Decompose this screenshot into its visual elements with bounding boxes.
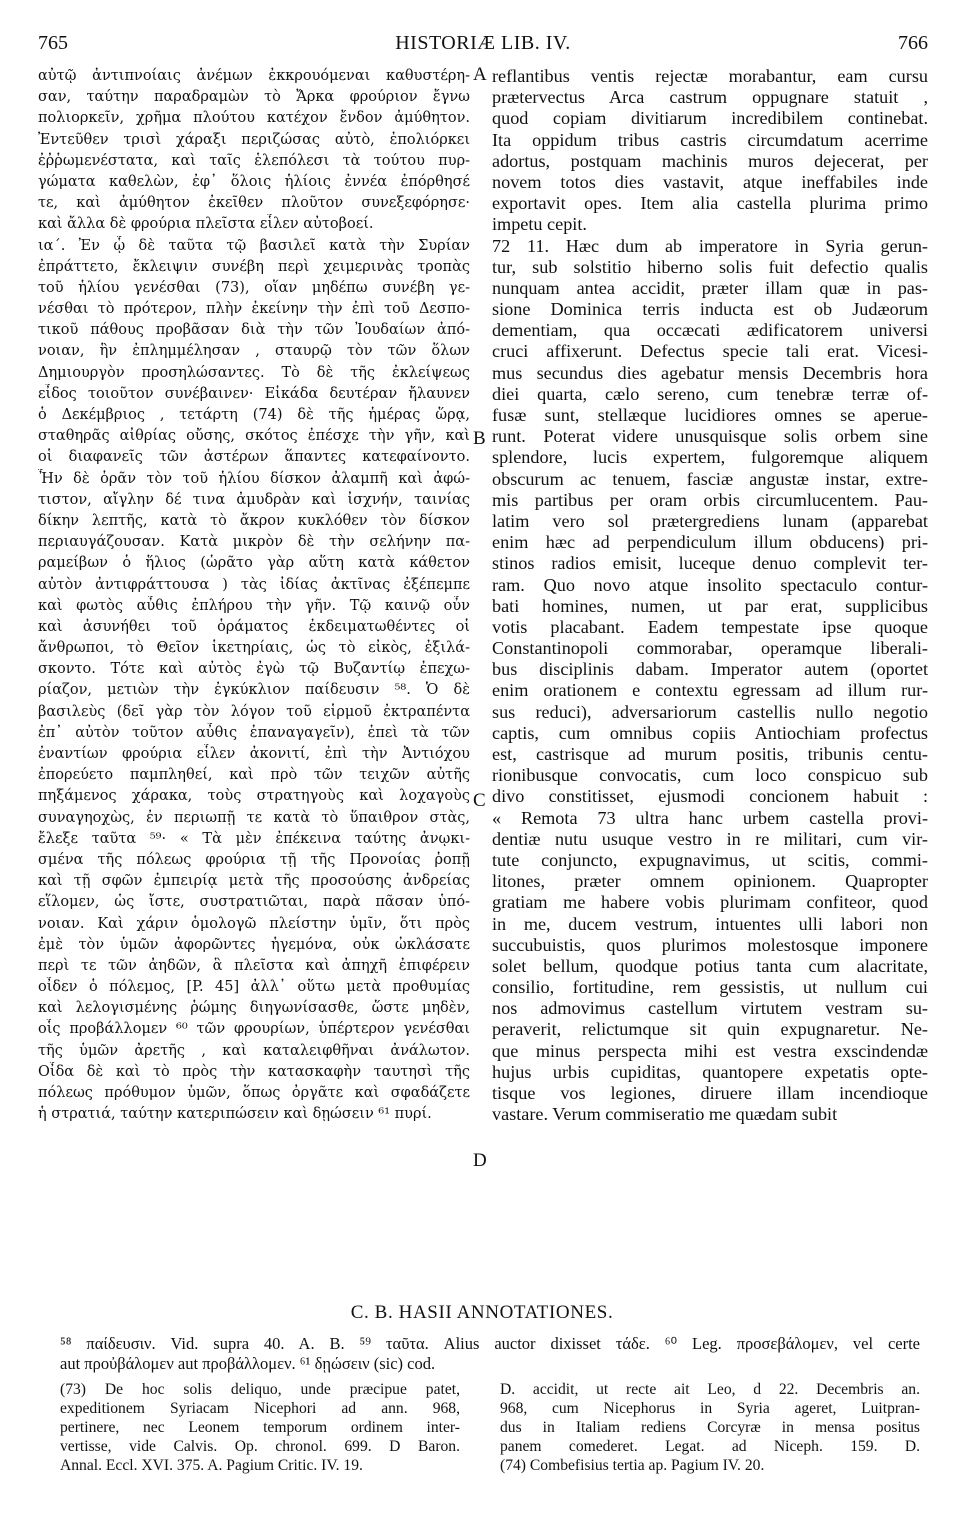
footnote-line: aut προὐβάλομεν aut προβάλλομεν. ⁶¹ δῃώσειν (sic) cod.: [60, 1354, 436, 1373]
greek-text-line: νοιαν, ἣν ἐπλημμέλησαν , σταυρῷ τὸν τῶν ὅλων: [38, 343, 470, 360]
latin-text-line: litones, præter omnem opinionem. Quapropter: [492, 871, 928, 892]
greek-text-line: ραμείβων ὁ ἥλιος (ὡρᾶτο γὰρ αὕτη κατὰ κάθετον: [38, 555, 470, 572]
page-number-right: 766: [898, 32, 928, 54]
note-line: pertinere, nec Leonem temporum ordinem inter-: [60, 1419, 460, 1436]
greek-text-line: ἐπορεύετο παμπληθεί, καὶ πρὸ τῶν τειχῶν αὐτῆς: [38, 767, 470, 784]
margin-marker-a: A: [473, 64, 487, 85]
latin-text-line: Ita oppidum tribus castris circumdatum acerrime: [492, 129, 928, 150]
greek-text-line: σαν, ταύτην παραδραμὼν τὸ Ἄρκα φρούριον ἔγνω: [38, 89, 470, 106]
greek-text-line: ἄνθρωποι, τὸ Θεῖον ἱκετηρίαις, ὡς τὸ εἰκὸς, ἐξιλά-: [38, 640, 470, 657]
latin-text-line: diei quarta, cælo sereno, cum tenebræ terræ of-: [492, 383, 928, 404]
greek-text-line: ἐπράττετο, ἔκλειψιν συνέβη περὶ χειμερινὰς τροπὰς: [38, 258, 470, 275]
greek-text-line: ἐμὲ τὸν ὑμῶν ἀφορῶντες ἡγεμόνα, οὐκ ὠκλάσατε: [38, 936, 470, 953]
latin-text-line: impetu cepit.: [492, 214, 587, 235]
greek-text-line: καὶ ἀσυνήθει τοῦ ὁράματος ἐκδειματωθέντες οἱ: [38, 618, 470, 635]
greek-text-line: ὁ Δεκέμβριος , τετάρτη (74) δὲ τῆς ἡμέρας ὥρᾳ,: [38, 407, 470, 423]
greek-text-line: αὐτὸν ἀντιφράττουσα ) τὰς ἰδίας ἀκτῖνας ἐξέπεμπε: [38, 576, 470, 593]
greek-text-line: τικοῦ πάθους προβᾶσαν διὰ τὴν τῶν Ἰουδαίων ἀπό-: [38, 322, 470, 339]
latin-text-line: tute conjuncto, expugnavimus, ut scitis, commi-: [492, 849, 928, 870]
latin-text-line: cruci affixerunt. Defectus specie tali erat. Vicesi-: [492, 341, 928, 362]
greek-text-line: τιστον, αἴγλην δέ τινα ἀμυδρὰν καὶ ἰσχνήν, ταινίας: [38, 491, 470, 508]
latin-text-line: votis placabant. Eadem tempestate ipse quoque: [492, 616, 928, 637]
latin-text-line: in me, ducem vestrum, intuentes ulli labori non: [492, 913, 928, 934]
greek-text-line: σμένα τῆς πόλεως φρούρια τῇ τῆς Προνοίας ῥοπῇ: [38, 851, 470, 868]
latin-text-line: que minus perspecta mihi est vestra exscindendæ: [492, 1040, 928, 1061]
greek-text-line: περὶ τε τῶν ἀηδῶν, ἃ πλεῖστα καὶ ἀπηχῆ ἐπιφέρειν: [38, 957, 470, 974]
latin-text-line: nos admovimus castellum virtutem vestram su-: [492, 998, 928, 1019]
latin-text-line: hujus urbis cupiditas, quantopere expetatis opte-: [492, 1061, 928, 1082]
greek-text-line: εἶδος τοιοῦτον συνέβαινεν· Εἰκάδα δευτέραν ἤλαυνεν: [38, 385, 470, 402]
greek-text-line: πολιορκεῖν, χρῆμα πλούτου κατέχον ἔνδον ἀμύθητον.: [38, 110, 470, 127]
latin-text-line: sione Dominica terris inducta est ob Judæorum: [492, 299, 928, 320]
latin-text-line: mus secundus dies agebatur mensis Decembris hora: [492, 362, 928, 383]
greek-text-line: καὶ φωτὸς αὖθις ἐπλήρου τὴν γῆν. Τῷ καινῷ οὖν: [38, 597, 470, 614]
latin-text-line: enim orationem e contextu egressam ad illum rur-: [492, 680, 928, 701]
running-title: HISTORIÆ LIB. IV.: [395, 32, 571, 54]
greek-text-line: οἶδεν ὁ πόλεμος, [P. 45] ἀλλ᾽ οὕτω μετὰ προθυμίας: [38, 979, 470, 996]
greek-text-line: πηξάμενος χάρακα, τοὺς στρατηγοὺς καὶ λοχαγοὺς: [38, 788, 470, 805]
margin-marker-c: C: [473, 790, 486, 811]
greek-text-line: σκοντο. Τότε καὶ αὐτὸς ἐγὼ τῷ Βυζαντίῳ ἐπεχω-: [38, 661, 470, 678]
page-header: [38, 32, 928, 58]
greek-text-line: ἐναντίων φρούρια εἷλεν ἀκονιτί, ἐπὶ τὴν Ἀντιόχου: [38, 746, 470, 762]
footnote-line: ⁵⁸ παίδευσιν. Vid. supra 40. A. B. ⁵⁹ ταῦτα. Alius auctor dixisset τάδε. ⁶⁰ Leg. προσεβάλομεν, vel certe: [60, 1334, 920, 1353]
greek-text-line: γώματα καθελὼν, ἐφ᾽ ὅλοις ἡλίοις ἐννέα ἐπόρθησέ: [38, 173, 470, 190]
greek-text-line: νοιαν. Καὶ χάριν ὁμολογῶ πλείστην ὑμῖν, ὅτι πρὸς: [38, 915, 470, 932]
greek-text-line: πόλεως πρόθυμον ὑμῶν, ὅπως ὀργᾶτε καὶ σφαδάζετε: [38, 1085, 470, 1101]
latin-text-line: bus disciplinis dabam. Imperator autem (oportet: [492, 659, 928, 680]
margin-marker-d: D: [473, 1150, 487, 1171]
latin-text-line: nunquam antea accidit, præter illam quæ in pas-: [492, 277, 928, 298]
note-line: (73) De hoc solis deliquo, unde præcipue patet,: [60, 1381, 460, 1398]
latin-text-line: mis partibus per oram orbis circumlucentem. Pau-: [492, 489, 928, 510]
latin-text-line: peraverit, relictumque sit quin expugnaretur. Ne-: [492, 1019, 928, 1040]
greek-text-line: ἔλεξε ταῦτα ⁵⁹· « Τὰ μὲν ἐπέκεινα ταύτης ἀνῳκι-: [38, 830, 470, 847]
greek-text-line: Ἦν δὲ ὁρᾶν τὸν τοῦ ἡλίου δίσκον ἀλαμπῆ καὶ ἀφώ-: [38, 470, 470, 487]
latin-text-line: runt. Poterat videre unusquisque solis orbem sine: [492, 426, 928, 447]
greek-text-column: [38, 66, 470, 1125]
latin-text-line: obscurum ac tenuem, fasciæ angustæ instar, extre-: [492, 468, 928, 489]
greek-text-line: Δημιουργὸν προσηλώσαντες. Τὸ δὲ τῆς ἐκλείψεως: [38, 364, 470, 381]
latin-text-line: « Remota 73 ultra hanc urbem castella provi-: [492, 807, 928, 828]
greek-text-line: περιαυγάζουσαν. Κατὰ μικρὸν δὲ τὴν σελήνην πα-: [38, 534, 470, 551]
greek-text-line: αὐτῷ ἀντιπνοίαις ἀνέμων ἐκκρουόμεναι καθυστέρη-: [38, 68, 470, 84]
greek-text-line: ἐῤῥωμενέστατα, καὶ ταῖς ἑλεπόλεσι τὰ τούτου πυρ-: [38, 152, 470, 169]
latin-text-line: adortus, postquam machinis muros dejecerat, per: [492, 150, 928, 171]
greek-text-line: νέσθαι τὸ πρότερον, πλὴν ἐκείνην τὴν ἐπὶ τοῦ Δεσπο-: [38, 301, 470, 318]
latin-text-line: dentiæ nutu usuque vestro in re militari, cum vir-: [492, 828, 928, 849]
latin-text-line: sus reduci), adversariorum castellis nullo negotio: [492, 701, 928, 722]
notes-left-column: [60, 1380, 460, 1475]
latin-text-line: solet bellum, quodque potius tanta cum alacritate,: [492, 955, 928, 976]
margin-marker-b: B: [473, 428, 486, 449]
latin-text-line: dementiam, qua occæcati ædificatorem universi: [492, 320, 928, 341]
greek-text-line: καὶ λελογισμένης ῥώμης διηγωνίσασθε, ὥστε μηδὲν,: [38, 1000, 470, 1017]
note-line: dus in Italiam rediens Corcyræ in mensa positus: [500, 1419, 920, 1436]
latin-text-line: gratiam me habere vobis plurimam confiteor, quod: [492, 892, 928, 913]
greek-text-line: τοῦ ἡλίου γενέσθαι (73), οἵαν μηδέπω συνέβη γε-: [38, 279, 470, 296]
greek-text-line: εἵλομεν, ὡς ἴστε, συστρατιῶται, παρὰ πᾶσαν ὑπό-: [38, 894, 470, 911]
greek-text-line: συναγηοχὼς, ἐν περιωπῇ τε κατὰ τὸ ὕπαιθρον στὰς,: [38, 809, 470, 826]
latin-text-line: enim hæc ad perpendiculum illum obducens) pri-: [492, 532, 928, 553]
notes-right-column: [500, 1380, 920, 1475]
greek-text-line: καὶ τῇ σφῶν ἐμπειρίᾳ μετὰ τῆς προσούσης ἀνδρείας: [38, 873, 470, 890]
latin-text-line: 72 11. Hæc dum ab imperatore in Syria gerun-: [492, 235, 928, 256]
greek-text-line: ια΄. Ἐν ᾧ δὲ ταῦτα τῷ βασιλεῖ κατὰ τὴν Συρίαν: [38, 237, 470, 254]
note-line: expeditionem Syriacam Nicephori ad ann. 968,: [60, 1400, 460, 1417]
latin-text-line: stinos radios emisit, luceque denuo complevit ter-: [492, 553, 928, 574]
greek-text-line: Οἶδα δὲ καὶ τὸ πρὸς τὴν κατασκαφὴν ταυτησὶ τῆς: [38, 1063, 470, 1080]
greek-text-line: τῆς ὑμῶν ἀρετῆς , καὶ καταλειφθῆναι ἀνάλωτον.: [38, 1042, 470, 1059]
greek-text-line: ρίαζον, μετιὼν τὴν ἐγκύκλιον παίδευσιν ⁵⁸. Ὁ δὲ: [38, 682, 470, 699]
latin-text-line: reflantibus ventis rejectæ morabantur, eam cursu: [492, 66, 928, 86]
note-line: D. accidit, ut recte ait Leo, d 22. Decembris an.: [500, 1381, 920, 1398]
latin-text-line: vastare. Verum commiseratio me quædam subit: [492, 1104, 838, 1125]
latin-text-line: tisque vos legiones, diruere illam incendioque: [492, 1083, 928, 1103]
latin-text-line: quod copiam divitiarum incredibilem continebat.: [492, 108, 928, 129]
latin-text-line: rionibusque convocatis, cum loco conspicuo sub: [492, 765, 928, 786]
greek-text-line: οἷς προβάλλομεν ⁶⁰ τῶν φρουρίων, ὑπέρτερον γενέσθαι: [38, 1021, 470, 1038]
annotations-heading: C. B. HASII ANNOTATIONES.: [350, 1302, 614, 1323]
greek-text-line: καὶ ἄλλα δὲ φρούρια πλεῖστα εἷλεν αὐτοβοεί.: [38, 216, 374, 233]
latin-text-line: divo constitisset, ejusmodi concionem habuit :: [492, 786, 928, 807]
greek-text-line: τε, καὶ ἀμύθητον ἐκεῖθεν πλοῦτον συνεξεφόρησε·: [38, 195, 470, 212]
latin-text-line: est, castrisque ad murum positis, tribunis centu-: [492, 744, 928, 764]
latin-text-line: latim vero sol prætergrediens lunam (apparebat: [492, 510, 928, 531]
note-line: 968, cum Nicephorus in Syria ageret, Luitpran-: [500, 1400, 920, 1417]
latin-text-line: captis, cum omnibus copiis Antiochiam profectus: [492, 722, 928, 743]
note-line: vertisse, vide Calvis. Op. chronol. 699. D Baron.: [60, 1438, 460, 1455]
greek-text-line: οἱ διαφανεῖς τῶν ἀστέρων ἅπαντες κατεφαίνοντο.: [38, 449, 470, 466]
latin-text-line: Constantinopoli commorabar, operamque liberali-: [492, 638, 928, 659]
note-line: panem comederet. Legat. ad Niceph. 159. D.: [500, 1438, 920, 1455]
greek-text-line: δίκην λεπτῆς, κατὰ τὸ ἄκρον κυκλόθεν τὸν δίσκον: [38, 512, 470, 529]
latin-text-line: fusæ sunt, stellæque lucidiores omnes se aperue-: [492, 405, 928, 425]
page-number-left: 765: [38, 32, 68, 54]
latin-text-line: splendore, lucis expertem, fulgoremque aliquem: [492, 447, 928, 468]
note-line: (74) Combefisius tertia ap. Pagium IV. 20.: [500, 1457, 765, 1474]
latin-text-line: consilio, fortitudine, rem gessistis, ut nullum cui: [492, 977, 928, 998]
latin-text-line: novem totos dies vastavit, atque ineffabiles inde: [492, 171, 928, 192]
latin-text-line: ram. Quo novo atque insolito spectaculo contur-: [492, 574, 928, 595]
latin-text-column: [492, 66, 928, 1125]
latin-text-line: prætervectus Arca castrum oppugnare statuit ,: [492, 87, 928, 108]
greek-text-line: ἡ στρατιά, ταύτην κατεριπώσειν καὶ δῃώσειν ⁶¹ πυρί.: [38, 1106, 432, 1123]
footnotes: [60, 1334, 920, 1374]
latin-text-line: tur, sub solstitio hiberno solis fuit defectio qualis: [492, 256, 928, 277]
greek-text-line: ἐπ᾽ αὐτὸν τοῦτον αὖθις ἐπαναγαγεῖν), ἐπεὶ τὰ τῶν: [38, 724, 470, 741]
greek-text-line: σταθηρᾶς αἰθρίας οὔσης, σκότος ἐπέσχε τὴν γῆν, καὶ: [38, 428, 470, 445]
note-line: Annal. Eccl. XVI. 375. A. Pagium Critic. IV. 19.: [60, 1457, 363, 1474]
latin-text-line: exportavit opes. Item alia castella plurima primo: [492, 193, 928, 214]
latin-text-line: succubuistis, quos plurimos molestosque imponere: [492, 934, 928, 955]
greek-text-line: Ἐντεῦθεν τρισὶ χάραξι περιζώσας αὐτὸ, ἐπολιόρκει: [38, 131, 470, 148]
latin-text-line: bati homines, numen, ut par erat, supplicibus: [492, 595, 928, 616]
greek-text-line: βασιλεὺς (δεῖ γὰρ τὸν λόγον τοῦ εἱρμοῦ ἐκτραπέντα: [38, 703, 470, 720]
